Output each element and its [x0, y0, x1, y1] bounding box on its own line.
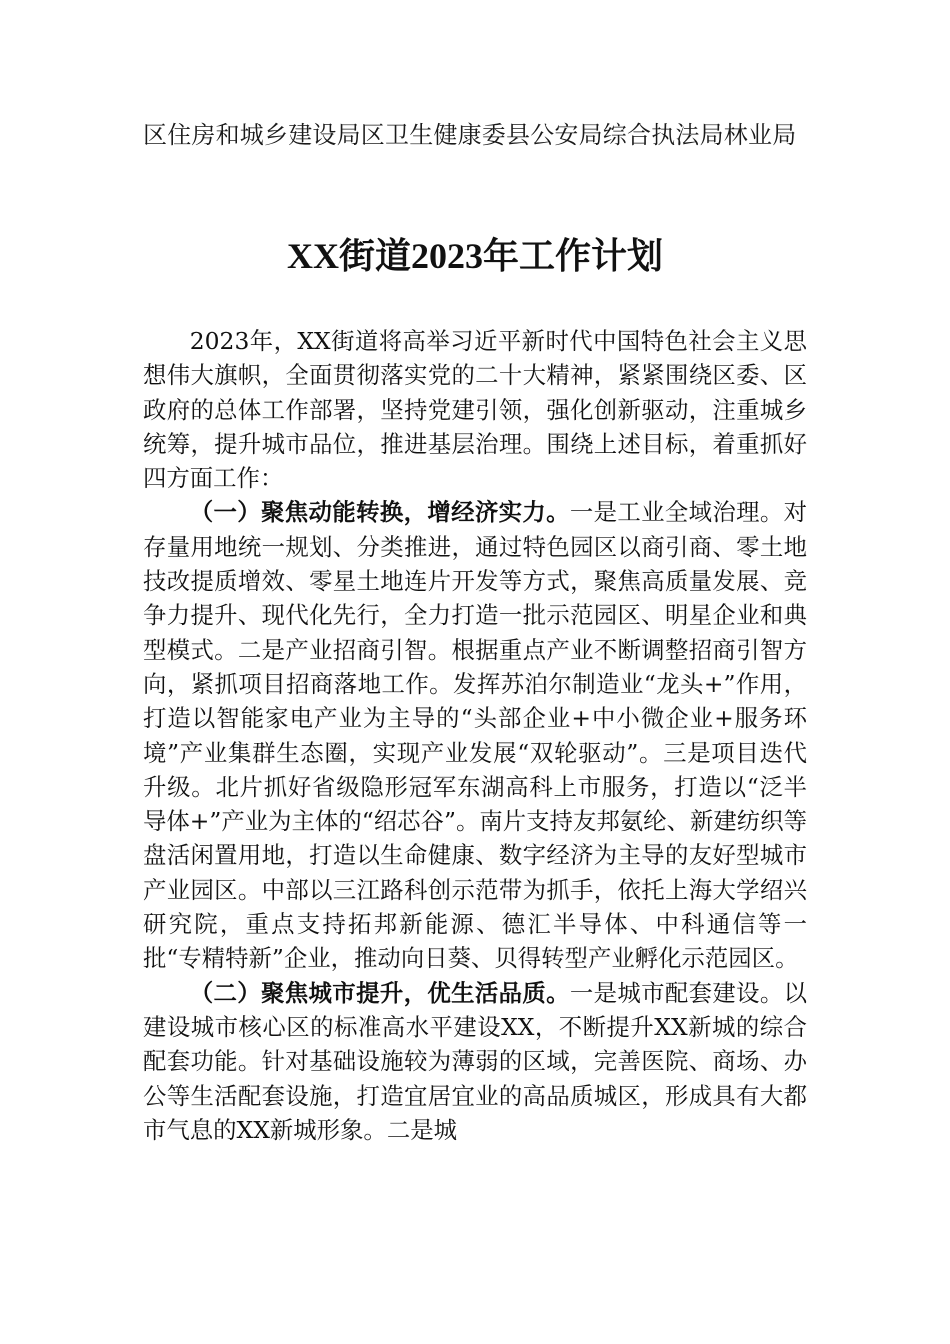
paragraph-text: 2023年，XX街道将高举习近平新时代中国特色社会主义思想伟大旗帜，全面贯彻落实党的二十大精神，紧紧围绕区委、区政府的总体工作部署，坚持党建引领，强化创新驱动，注重城乡统筹，提升城市品位，推进基层治理。围绕上述目标，着重抓好四方面工作： — [143, 327, 807, 493]
section-1-heading: （一）聚焦动能转换，增经济实力。 — [189, 498, 570, 527]
section-1-text: 一是工业全域治理。对存量用地统一规划、分类推进，通过特色园区以商引商、零土地技改提质增效、零星土地连片开发等方式，聚焦高质量发展、竞争力提升、现代化先行，全力打造一批示范园区、明星企业和典型模式。二是产业招商引智。根据重点产业不断调整招商引智方向，紧抓项目招商落地工作。发挥苏泊尔制造业“龙头+”作用，打造以智能家电产业为主导的“头部企业+中小微企业+服务环境”产业集群生态圈，实现产业发展“双轮驱动”。三是项目迭代升级。北片抓好省级隐形冠军东湖高科上市服务，打造以“泛半导体+”产业为主体的“绍芯谷”。南片支持友邦氨纶、新建纺织等盘活闲置用地，打造以生命健康、数字经济为主导的友好型城市产业园区。中部以三江路科创示范带为抓手，依托上海大学绍兴研究院，重点支持拓邦新能源、德汇半导体、中科通信等一批“专精特新”企业，推动向日葵、贝得转型产业孵化示范园区。 — [143, 498, 808, 973]
document-title: XX街道2023年工作计划 — [287, 236, 663, 276]
section-2-text: 一是城市配套建设。以建设城市核心区的标准高水平建设XX，不断提升XX新城的综合配套功能。针对基础设施较为薄弱的区域，完善医院、商场、办公等生活配套设施，打造宜居宜业的高品质城区，形成具有大都市气息的XX新城形象。二是城 — [143, 978, 808, 1144]
section-2-heading: （二）聚焦城市提升，优生活品质。 — [189, 978, 570, 1007]
document-body — [143, 324, 807, 1147]
paragraph-section-2 — [143, 976, 807, 1147]
paragraph-intro — [143, 324, 807, 495]
recipient-units-line: 区住房和城乡建设局区卫生健康委县公安局综合执法局林业局 — [143, 121, 797, 149]
paragraph-section-1 — [143, 495, 807, 975]
